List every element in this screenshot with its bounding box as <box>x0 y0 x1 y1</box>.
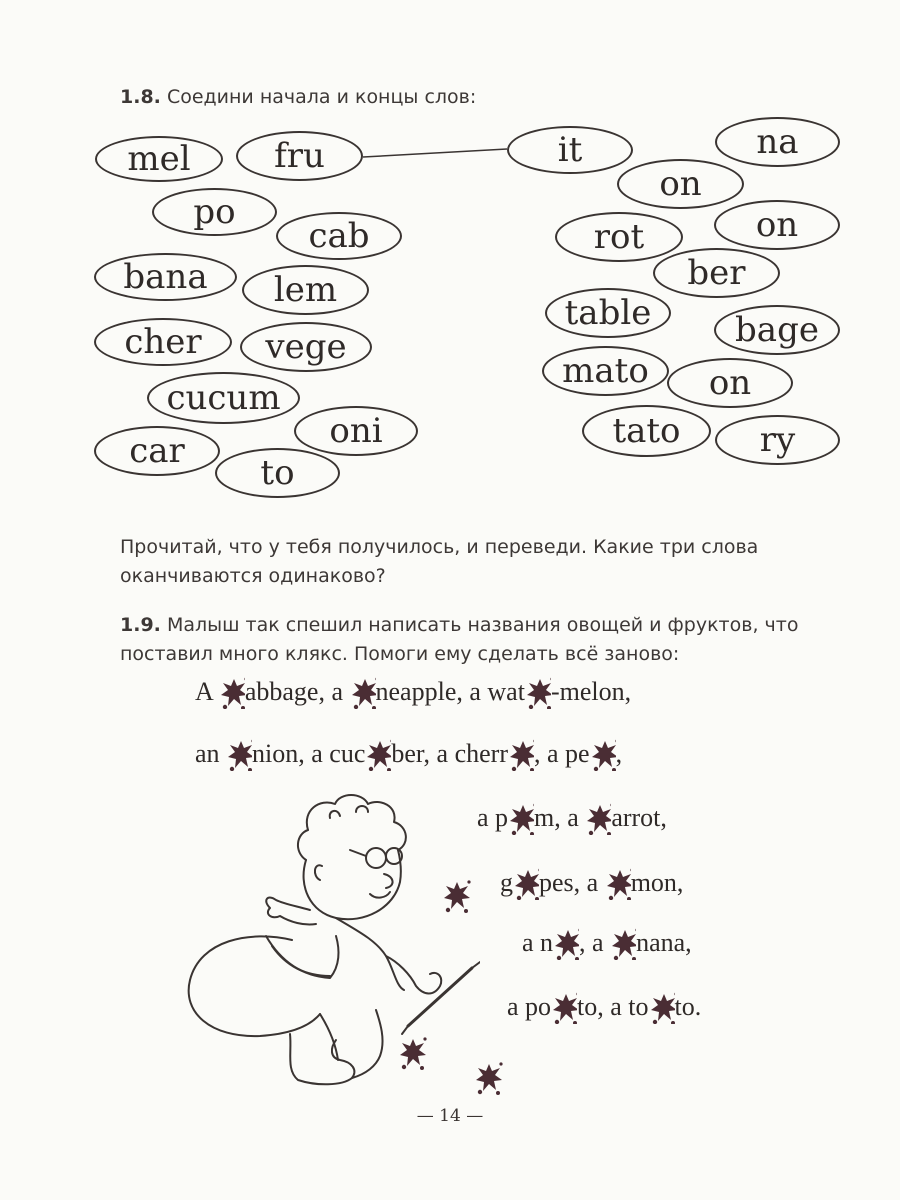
blotted-text: m, a <box>534 803 586 832</box>
blot-line <box>195 737 622 771</box>
oval-ending: na <box>715 117 840 167</box>
oval-beginning: lem <box>242 265 369 315</box>
blotted-text: a p <box>477 803 509 832</box>
blot-line <box>522 926 692 960</box>
oval-ending: on <box>667 358 793 408</box>
ink-blot-icon <box>365 737 391 771</box>
oval-beginning: po <box>152 188 277 236</box>
blotted-text: pes, a <box>539 868 605 897</box>
ink-blot-icon <box>350 675 376 709</box>
oval-beginning: mel <box>95 136 223 182</box>
oval-ending: ber <box>653 248 780 298</box>
blotted-text: neapple, a wat <box>375 677 525 706</box>
oval-beginning: fru <box>236 131 363 181</box>
task-1-8-title <box>120 86 476 108</box>
ink-blot-icon <box>605 866 631 900</box>
oval-beginning: cher <box>94 318 232 366</box>
oval-beginning: cab <box>276 212 402 260</box>
blotted-text: -melon, <box>550 677 632 706</box>
ink-blot-icon <box>219 675 245 709</box>
oval-beginning: vege <box>240 322 372 372</box>
blotted-text: ber, a cherr <box>391 739 508 768</box>
ink-blot-icon <box>553 926 579 960</box>
ink-blot-icon <box>513 866 539 900</box>
oval-ending: tato <box>582 405 711 457</box>
blotted-text: a n <box>522 928 554 957</box>
oval-ending: ry <box>715 415 840 465</box>
oval-ending: on <box>714 200 840 250</box>
ink-blot-icon <box>226 737 252 771</box>
ink-blot-icon <box>551 990 577 1024</box>
oval-beginning: cucum <box>147 372 300 424</box>
ink-blot-icon <box>525 675 551 709</box>
baby-illustration <box>180 790 480 1090</box>
blotted-text: A <box>195 677 219 706</box>
blotted-text: g <box>500 868 513 897</box>
blotted-text: an <box>195 739 227 768</box>
task-1-9-instruction: Малыш так спешил написать названия овощей и фруктов, что поставил много клякс. Помоги ему сделать всё заново: <box>120 614 799 665</box>
ink-blot-icon <box>610 926 636 960</box>
blotted-text: nion, a cuc <box>252 739 366 768</box>
task-1-8-follow-up: Прочитай, что у тебя получилось, и переведи. Какие три слова оканчиваются одинаково? <box>120 536 759 587</box>
oval-ending: mato <box>542 346 669 396</box>
task-1-8-instruction: Соедини начала и концы слов: <box>166 86 477 108</box>
oval-ending: table <box>545 288 671 338</box>
blotted-text: , a <box>579 928 611 957</box>
ink-blot-icon <box>508 801 534 835</box>
oval-ending: bage <box>714 305 840 355</box>
blotted-text: arrot, <box>611 803 667 832</box>
blotted-text: to, a to <box>577 992 649 1021</box>
ink-blot-icon <box>585 801 611 835</box>
blotted-text: a po <box>507 992 552 1021</box>
task-1-9-number: 1.9. <box>120 614 161 636</box>
oval-beginning: oni <box>294 406 418 456</box>
ink-blot-icon <box>590 737 616 771</box>
blotted-text: mon, <box>630 868 684 897</box>
blot-line <box>507 990 701 1024</box>
oval-beginning: to <box>215 448 340 498</box>
oval-beginning: bana <box>94 253 237 301</box>
oval-ending: it <box>507 126 633 174</box>
blotted-text: to. <box>674 992 702 1021</box>
blot-line <box>500 866 683 900</box>
page-number: — 14 — <box>416 1106 484 1126</box>
blotted-text: nana, <box>636 928 692 957</box>
task-1-8-number: 1.8. <box>120 86 161 108</box>
blot-line <box>477 801 667 835</box>
blotted-text: , <box>615 739 623 768</box>
oval-ending: rot <box>555 212 683 262</box>
oval-ending: on <box>617 159 744 209</box>
blotted-text: , a pe <box>533 739 590 768</box>
task-1-9-title <box>120 611 850 669</box>
ink-blot-icon <box>508 737 534 771</box>
blot-line <box>195 675 631 709</box>
blotted-text: abbage, a <box>244 677 350 706</box>
oval-beginning: car <box>94 426 220 476</box>
ink-blot-icon <box>649 990 675 1024</box>
